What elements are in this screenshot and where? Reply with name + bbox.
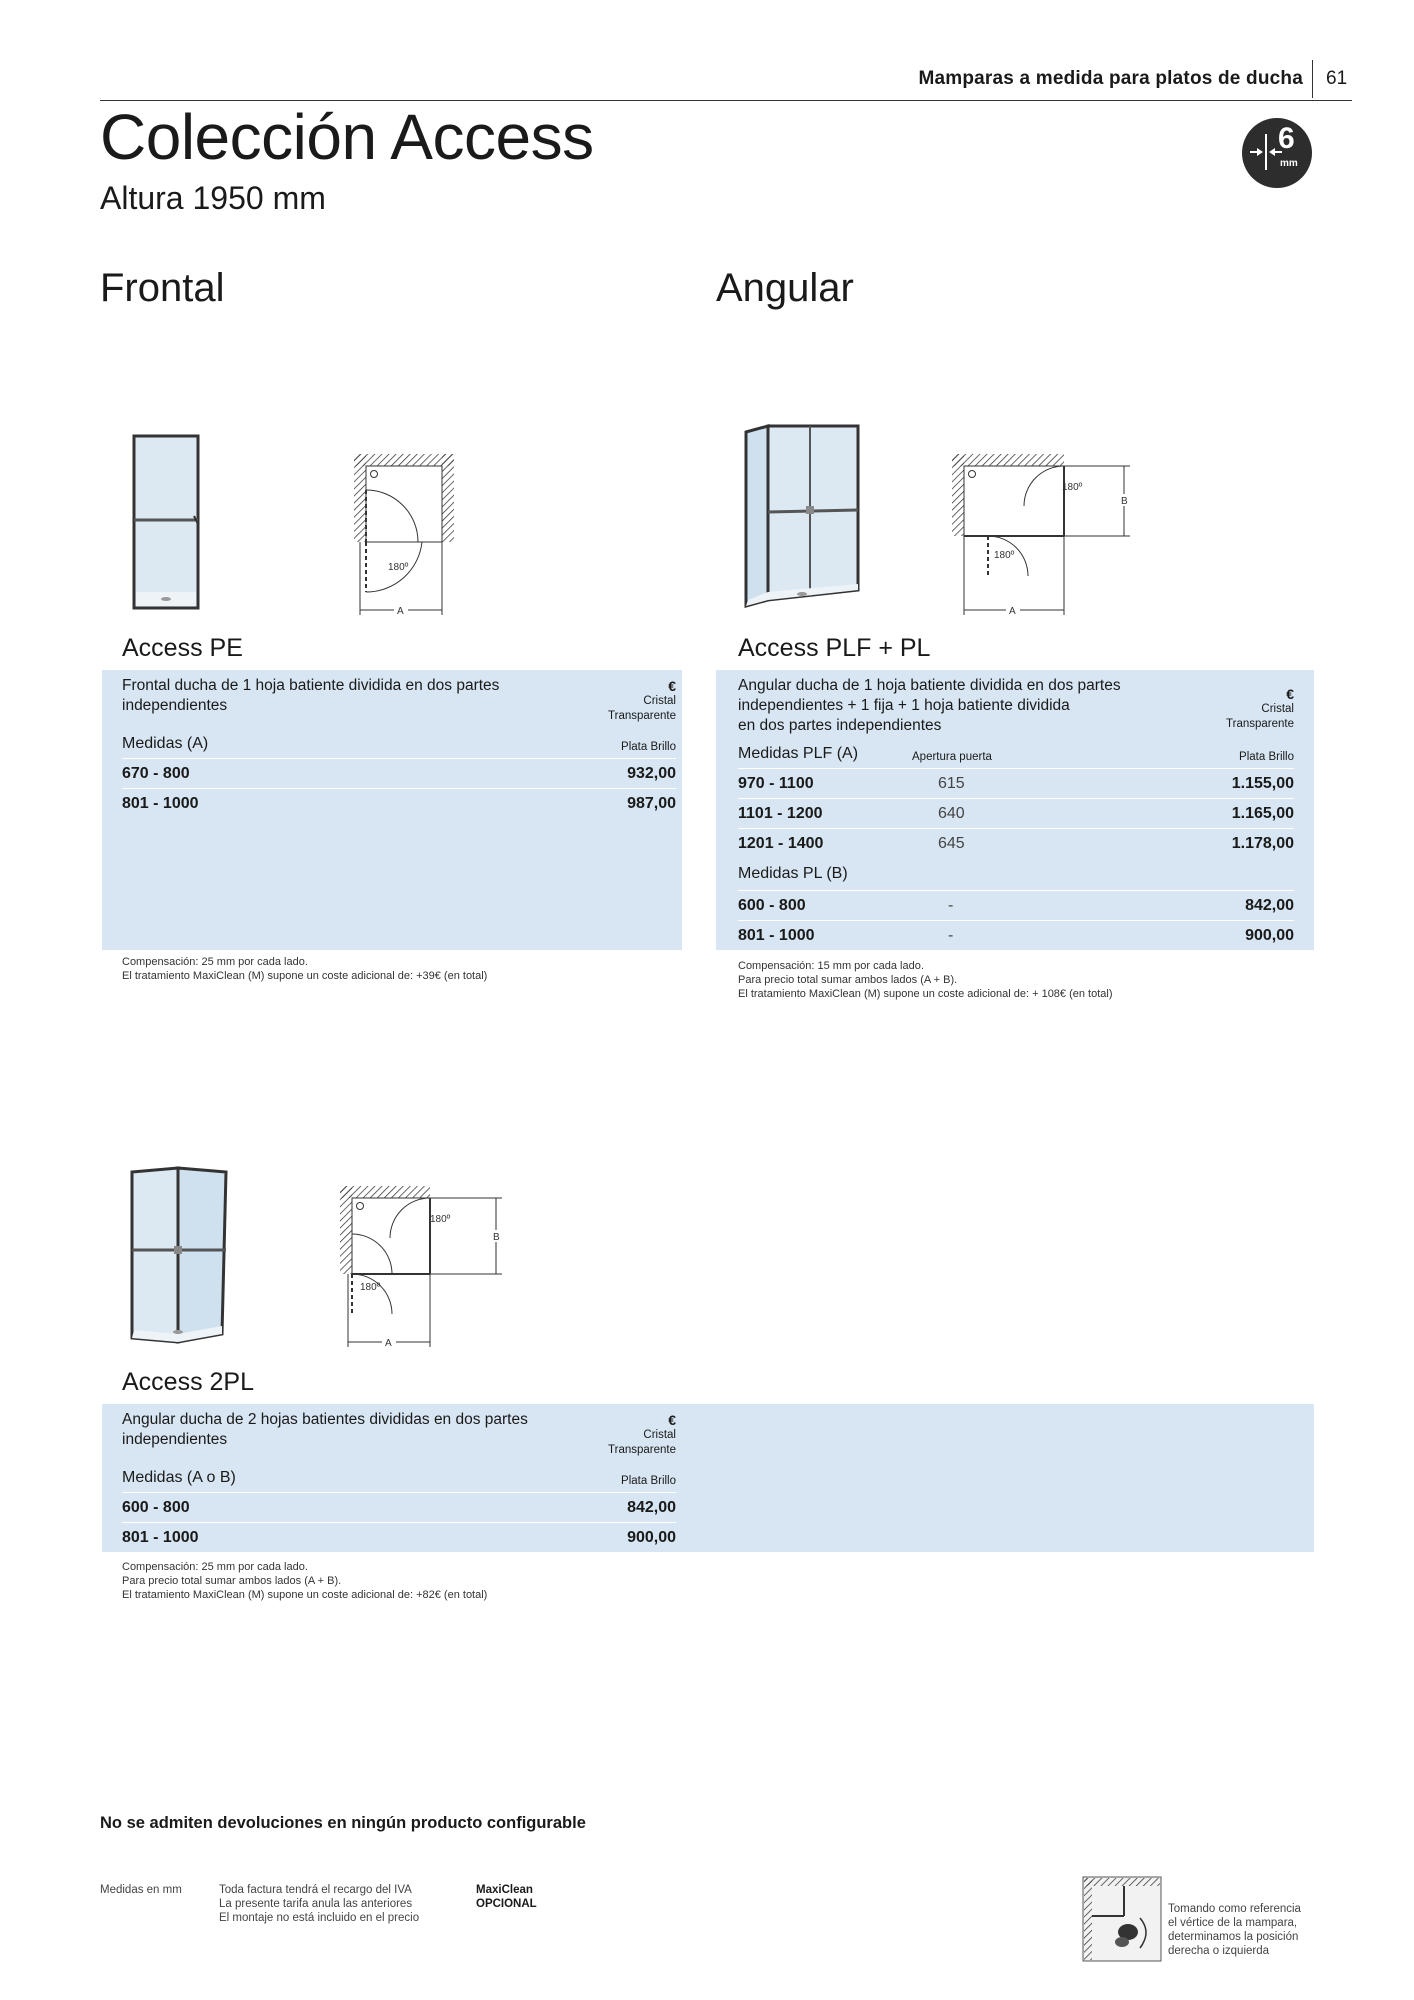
orientation-reference-icon <box>1082 1876 1162 1962</box>
section-frontal: Frontal <box>100 266 225 310</box>
access-plf-measure-header: Medidas PLF (A) <box>738 745 859 762</box>
access-pe-currency: € <box>668 678 676 694</box>
access-plf-pl-currency: € <box>1286 686 1294 702</box>
access-2pl-product-image <box>126 1164 236 1346</box>
access-pe-row-range: 801 - 1000 <box>122 795 199 812</box>
access-plf-row-door: 645 <box>938 835 965 852</box>
access-pl-row-door: - <box>948 897 954 914</box>
access-plf-row-price: 1.178,00 <box>1231 835 1294 852</box>
access-pl-row-price: 900,00 <box>1245 927 1294 944</box>
row-divider <box>738 828 1294 829</box>
access-2pl-row-range: 600 - 800 <box>122 1499 190 1516</box>
row-divider <box>122 1492 676 1493</box>
row-divider <box>738 890 1294 891</box>
collection-title: Colección Access <box>100 101 594 173</box>
row-divider <box>122 758 676 759</box>
access-2pl-plan-diagram <box>336 1182 516 1352</box>
access-pe-row-price: 987,00 <box>627 795 676 812</box>
access-2pl-currency: € <box>668 1412 676 1428</box>
header-separator <box>1312 60 1313 98</box>
access-2pl-row-price: 842,00 <box>627 1499 676 1516</box>
access-2pl-description: Angular ducha de 2 hojas batientes divididas en dos partes independientes <box>122 1411 528 1448</box>
thickness-badge <box>1242 118 1312 188</box>
access-plf-row-range: 970 - 1100 <box>738 775 814 792</box>
access-2pl-finish-header: Plata Brillo <box>621 1475 676 1487</box>
access-pe-measure-header: Medidas (A) <box>122 735 209 752</box>
measures-note: Medidas en mm <box>100 1884 182 1896</box>
access-2pl-measure-header: Medidas (A o B) <box>122 1469 236 1486</box>
access-plf-row-range: 1201 - 1400 <box>738 835 824 852</box>
dimension-a-label: A <box>385 1338 392 1349</box>
access-pe-product-image <box>126 432 206 612</box>
access-pe-plan-diagram <box>350 450 460 620</box>
page-number: 61 <box>1326 68 1348 89</box>
access-pl-row-price: 842,00 <box>1245 897 1294 914</box>
badge-value: 6 <box>1278 122 1295 155</box>
badge-unit: mm <box>1280 158 1298 169</box>
orientation-reference-text: Tomando como referencia el vértice de la mampara, determinamos la posición derecha o izquierda <box>1168 1903 1301 1957</box>
access-pe-description: Frontal ducha de 1 hoja batiente dividida en dos partes independientes <box>122 677 500 714</box>
row-divider <box>738 768 1294 769</box>
returns-notice: No se admiten devoluciones en ningún producto configurable <box>100 1814 586 1832</box>
access-pl-measure-header: Medidas PL (B) <box>738 865 848 882</box>
access-pl-row-range: 801 - 1000 <box>738 927 815 944</box>
invoice-notes: Toda factura tendrá el recargo del IVA La presente tarifa anula las anteriores El montaje no está incluido en el precio <box>219 1884 420 1924</box>
access-plf-row-price: 1.165,00 <box>1231 805 1294 822</box>
maxiclean-optional: MaxiClean OPCIONAL <box>476 1884 537 1910</box>
access-2pl-name: Access 2PL <box>122 1368 255 1396</box>
access-plf-row-door: 640 <box>938 805 965 822</box>
access-2pl-notes: Compensación: 25 mm por cada lado. Para precio total sumar ambos lados (A + B). El tratamiento MaxiClean (M) supone un coste adicional de: +82€ (en total) <box>122 1561 488 1601</box>
access-pe-name: Access PE <box>122 634 243 662</box>
angle-label: 180º <box>430 1214 451 1225</box>
access-pe-finish-header: Plata Brillo <box>621 741 676 753</box>
access-plf-pl-product-image <box>740 420 870 610</box>
access-plf-row-price: 1.155,00 <box>1231 775 1294 792</box>
angle-label: 180º <box>994 550 1015 561</box>
access-2pl-glass-type: Cristal Transparente <box>608 1429 676 1456</box>
access-pl-row-range: 600 - 800 <box>738 897 806 914</box>
access-pe-row-range: 670 - 800 <box>122 765 190 782</box>
access-2pl-row-price: 900,00 <box>627 1529 676 1546</box>
access-plf-pl-plan-diagram <box>948 450 1138 620</box>
dimension-a-label: A <box>1009 606 1016 617</box>
access-plf-finish-header: Plata Brillo <box>1239 751 1294 763</box>
row-divider <box>122 1522 676 1523</box>
collection-subtitle: Altura 1950 mm <box>100 180 326 216</box>
row-divider <box>738 920 1294 921</box>
header-title: Mamparas a medida para platos de ducha <box>918 68 1303 89</box>
access-plf-pl-notes: Compensación: 15 mm por cada lado. Para precio total sumar ambos lados (A + B). El tratamiento MaxiClean (M) supone un coste adicional de: + 108€ (en total) <box>738 960 1113 1000</box>
angle-label: 180º <box>1062 482 1083 493</box>
angle-label: 180º <box>360 1282 381 1293</box>
access-plf-pl-glass-type: Cristal Transparente <box>1226 703 1294 730</box>
access-2pl-row-range: 801 - 1000 <box>122 1529 199 1546</box>
access-plf-row-range: 1101 - 1200 <box>738 805 823 822</box>
row-divider <box>122 788 676 789</box>
access-plf-door-header: Apertura puerta <box>912 751 992 763</box>
access-pe-row-price: 932,00 <box>627 765 676 782</box>
dimension-a-label: A <box>397 606 404 617</box>
section-angular: Angular <box>716 266 854 310</box>
angle-label: 180º <box>388 562 409 573</box>
access-pl-row-door: - <box>948 927 954 944</box>
access-pe-glass-type: Cristal Transparente <box>608 695 676 722</box>
dimension-b-label: B <box>1121 496 1128 507</box>
access-plf-pl-name: Access PLF + PL <box>738 634 931 662</box>
row-divider <box>738 798 1294 799</box>
access-plf-pl-description: Angular ducha de 1 hoja batiente dividida en dos partes independientes + 1 fija + 1 hoja batiente dividida en dos partes independientes <box>738 677 1121 734</box>
access-pe-notes: Compensación: 25 mm por cada lado. El tratamiento MaxiClean (M) supone un coste adicional de: +39€ (en total) <box>122 956 488 982</box>
dimension-b-label: B <box>493 1232 500 1243</box>
access-plf-row-door: 615 <box>938 775 965 792</box>
